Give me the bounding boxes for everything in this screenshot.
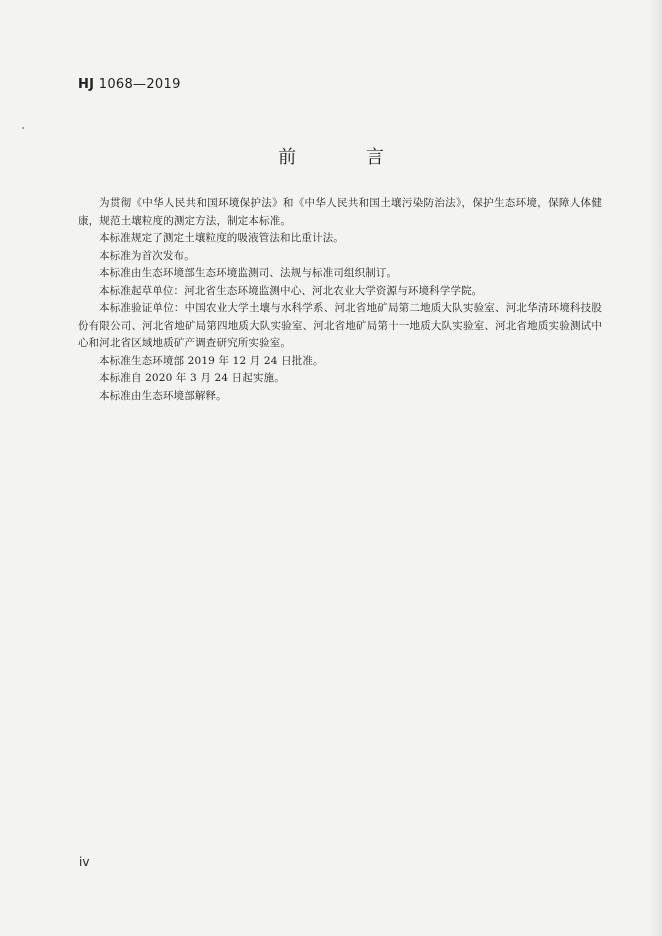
paragraph: 本标准自 2020 年 3 月 24 日起实施。 [99, 372, 285, 384]
foreword-body [78, 195, 602, 405]
standard-code [78, 77, 181, 92]
page-number: iv [79, 855, 90, 869]
paragraph: 本标准规定了测定土壤粒度的吸液管法和比重计法。 [99, 232, 344, 244]
paragraph: 本标准起草单位：河北省生态环境监测中心、河北农业大学资源与环境科学学院。 [99, 284, 483, 297]
scan-edge-shadow [648, 0, 662, 936]
paragraph: 本标准由生态环境部解释。 [99, 389, 227, 402]
paragraph: 本标准为首次发布。 [99, 249, 195, 262]
page-title: 前 言 [278, 147, 416, 168]
paragraph: 为贯彻《中华人民共和国环境保护法》和《中华人民共和国土壤污染防治法》，保护生态环境，保障人体健康，规范土壤粒度的测定方法，制定本标准。 [78, 197, 602, 227]
paragraph: 本标准由生态环境部生态环境监测司、法规与标准司组织制订。 [99, 267, 398, 279]
paragraph: 本标准验证单位：中国农业大学土壤与水科学系、河北省地矿局第二地质大队实验室、河北华清环境科技股份有限公司、河北省地矿局第四地质大队实验室、河北省地矿局第十一地质大队实验室、河北省地质实验测试中心和河北省区域地质矿产调查研究所实验室。 [78, 302, 602, 349]
paragraph: 本标准生态环境部 2019 年 12 月 24 日批准。 [99, 354, 324, 367]
standard-number: 1068—2019 [98, 77, 181, 92]
standard-prefix: HJ [78, 77, 95, 92]
scan-speck [22, 127, 24, 129]
